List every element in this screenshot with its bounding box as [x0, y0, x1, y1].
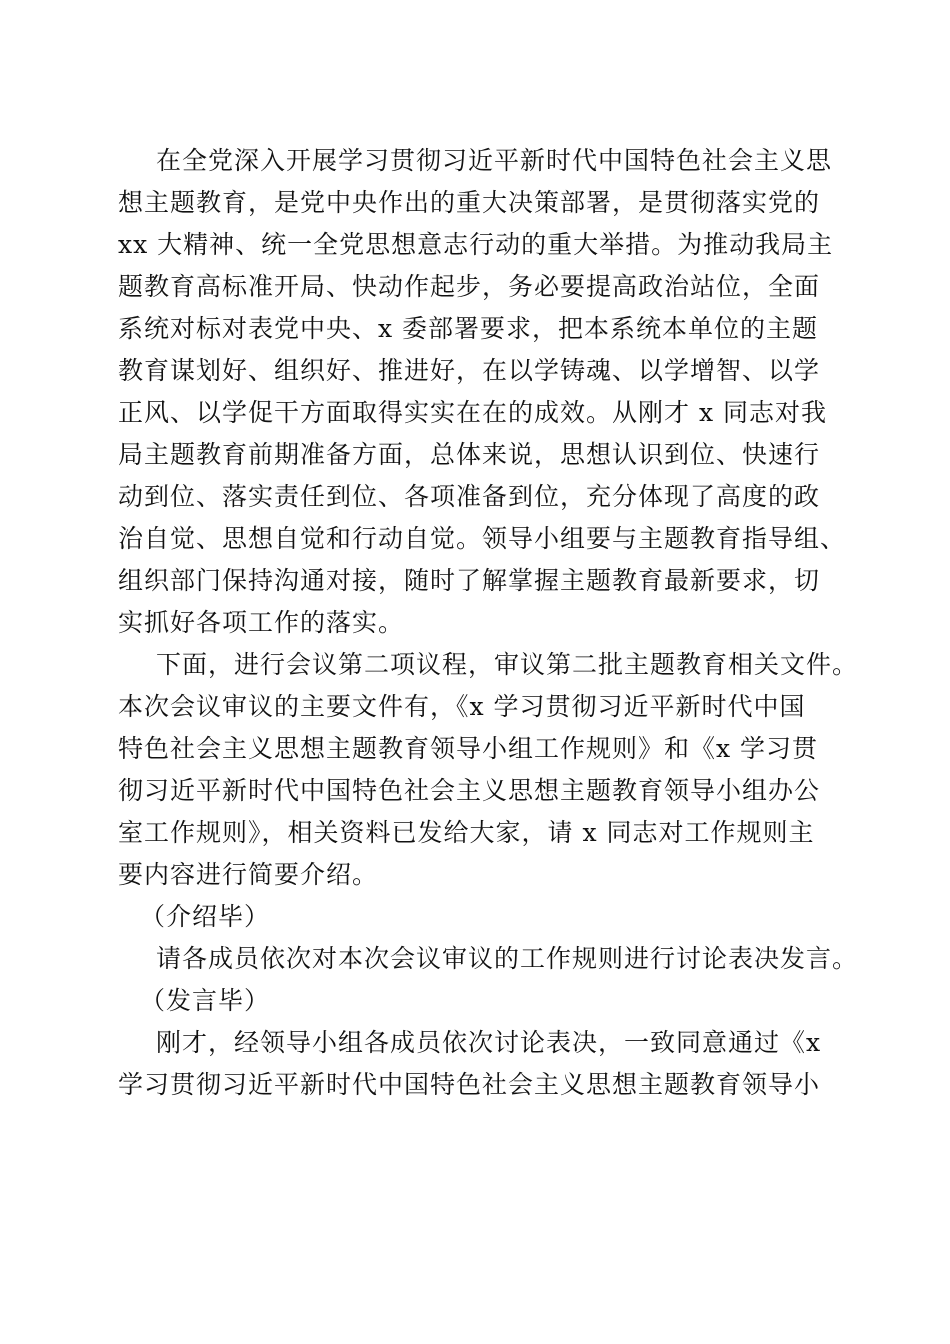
paragraph-intro-done [118, 896, 838, 938]
paragraph-line: 组织部门保持沟通对接，随时了解掌握主题教育最新要求，切 [118, 566, 821, 595]
paragraph-line: 室工作规则》，相关资料已发给大家，请 x 同志对工作规则主 [118, 818, 815, 847]
paragraph-line: 局主题教育前期准备方面，总体来说，思想认识到位、快速行 [118, 440, 821, 469]
paragraph-line: 彻习近平新时代中国特色社会主义思想主题教育领导小组办公 [118, 776, 821, 805]
paragraph-line: xx 大精神、统一全党思想意志行动的重大举措。为推动我局主 [118, 230, 834, 259]
paragraph-line: 要内容进行简要介绍。 [118, 860, 379, 889]
paragraph-line: 实抓好各项工作的落实。 [118, 608, 405, 637]
paragraph-resolution [118, 1022, 838, 1106]
paragraph-line: 在全党深入开展学习贯彻习近平新时代中国特色社会主义思 [156, 146, 833, 175]
paragraph-line: （介绍毕） [140, 902, 271, 931]
paragraph-line: 想主题教育，是党中央作出的重大决策部署，是贯彻落实党的 [118, 188, 821, 217]
paragraph-agenda [118, 644, 859, 896]
document-body [118, 140, 859, 1106]
paragraph-line: 教育谋划好、组织好、推进好，在以学铸魂、以学增智、以学 [118, 356, 821, 385]
paragraph-line: 请各成员依次对本次会议审议的工作规则进行讨论表决发言。 [156, 944, 859, 973]
paragraph-speech-done [118, 980, 838, 1022]
paragraph-line: 系统对标对表党中央、x 委部署要求，把本系统本单位的主题 [118, 314, 819, 343]
paragraph-line: 特色社会主义思想主题教育领导小组工作规则》和《x 学习贯 [118, 734, 819, 763]
paragraph-line: 正风、以学促干方面取得实实在在的成效。从刚才 x 同志对我 [118, 398, 827, 427]
paragraph-line: 治自觉、思想自觉和行动自觉。领导小组要与主题教育指导组、 [118, 524, 847, 553]
paragraph-line: 下面，进行会议第二项议程，审议第二批主题教育相关文件。 [156, 650, 859, 679]
paragraph-line: 本次会议审议的主要文件有，《x 学习贯彻习近平新时代中国 [118, 692, 806, 721]
paragraph-line: 题教育高标准开局、快动作起步，务必要提高政治站位，全面 [118, 272, 821, 301]
paragraph-intro [118, 140, 847, 644]
paragraph-line: 刚才，经领导小组各成员依次讨论表决，一致同意通过《x [156, 1028, 822, 1057]
paragraph-discussion [118, 938, 859, 980]
paragraph-line: （发言毕） [140, 986, 271, 1015]
paragraph-line: 学习贯彻习近平新时代中国特色社会主义思想主题教育领导小 [118, 1070, 821, 1099]
paragraph-line: 动到位、落实责任到位、各项准备到位，充分体现了高度的政 [118, 482, 821, 511]
